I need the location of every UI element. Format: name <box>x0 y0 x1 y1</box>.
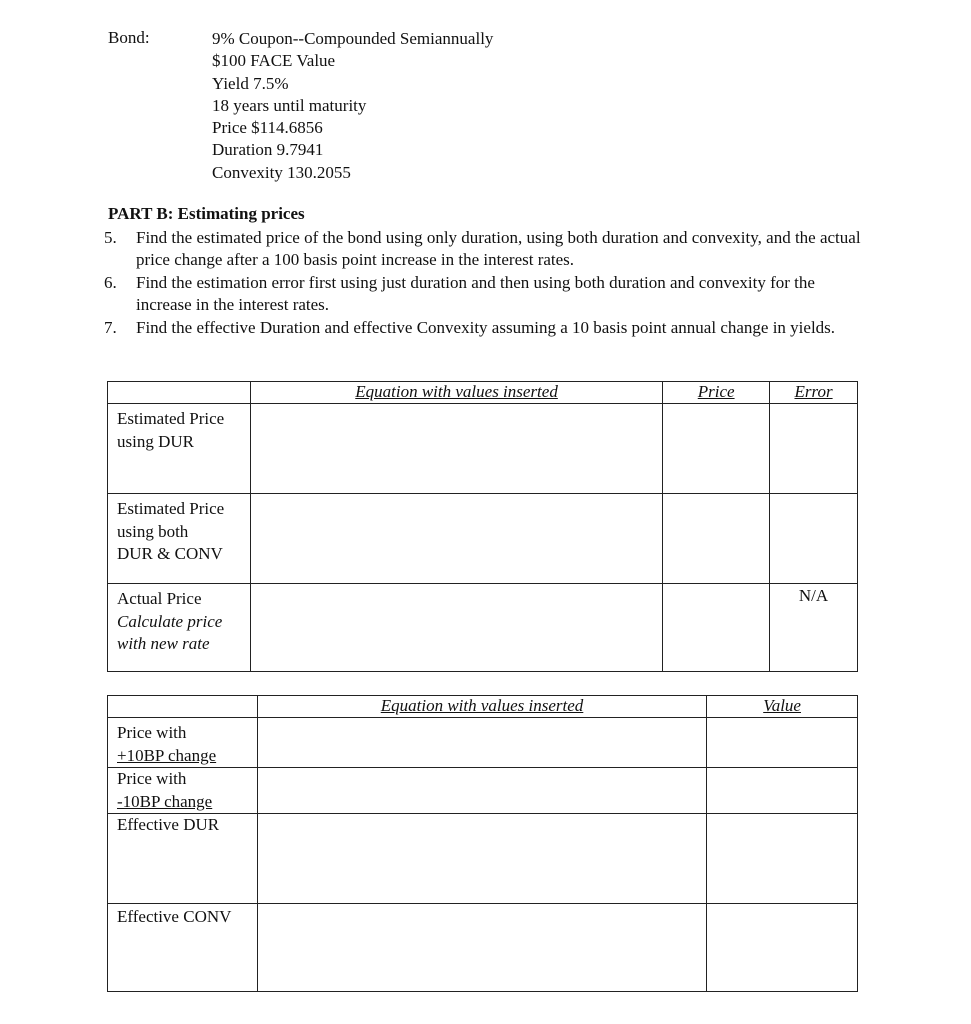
row-label-line: Price with <box>117 769 187 788</box>
price-cell[interactable] <box>663 404 770 494</box>
header-value: Value <box>707 696 858 718</box>
bond-coupon: 9% Coupon--Compounded Semiannually <box>212 29 494 48</box>
equation-cell[interactable] <box>257 718 706 768</box>
question-number: 5. <box>104 228 117 247</box>
bond-maturity: 18 years until maturity <box>212 95 367 115</box>
value-cell[interactable] <box>707 814 858 904</box>
bond-yield: Yield 7.5% <box>212 73 289 93</box>
price-cell[interactable] <box>663 584 770 672</box>
row-label-effective-dur <box>108 814 258 904</box>
question-list <box>104 227 864 340</box>
table-row <box>108 404 858 494</box>
row-label-plus-10bp <box>108 718 258 768</box>
row-label-estimated-dur <box>108 404 251 494</box>
table-row <box>108 904 858 992</box>
equation-cell[interactable] <box>250 404 662 494</box>
bond-label: Bond: <box>108 28 150 47</box>
row-label-minus-10bp <box>108 768 258 814</box>
error-cell[interactable] <box>770 494 858 584</box>
row-label-estimated-dur-conv <box>108 494 251 584</box>
table-header-row <box>108 696 858 718</box>
question-text: Find the estimated price of the bond using only duration, using both duration and convexity, and the actual price change after a 100 basis point increase in the interest rates. <box>136 228 861 269</box>
estimating-prices-table <box>107 381 858 672</box>
equation-cell[interactable] <box>257 768 706 814</box>
equation-cell[interactable] <box>257 904 706 992</box>
header-equation: Equation with values inserted <box>250 382 662 404</box>
question-text: Find the estimation error first using just duration and then using both duration and convexity for the increase in the interest rates. <box>136 273 815 314</box>
row-label-line: using both <box>117 521 189 541</box>
row-label-line: +10BP change <box>117 745 217 765</box>
error-cell[interactable] <box>770 404 858 494</box>
row-label-line: -10BP change <box>117 791 213 811</box>
value-cell[interactable] <box>707 904 858 992</box>
row-label-line: Actual Price <box>117 589 202 608</box>
header-price: Price <box>663 382 770 404</box>
value-cell[interactable] <box>707 768 858 814</box>
table-row <box>108 768 858 814</box>
row-label-line: Estimated Price <box>117 409 225 428</box>
row-label-line: Effective DUR <box>117 815 220 834</box>
table-row <box>108 584 858 672</box>
row-label-line: Effective CONV <box>117 907 232 926</box>
price-cell[interactable] <box>663 494 770 584</box>
question-item <box>104 227 864 271</box>
question-text: Find the effective Duration and effective Convexity assuming a 10 basis point annual change in yields. <box>136 318 836 337</box>
table-header-row <box>108 382 858 404</box>
row-label-line: Estimated Price <box>117 499 225 518</box>
effective-duration-table <box>107 695 858 992</box>
equation-cell[interactable] <box>257 814 706 904</box>
question-number: 7. <box>104 318 117 337</box>
value-cell[interactable] <box>707 718 858 768</box>
row-label-effective-conv <box>108 904 258 992</box>
bond-details <box>212 28 493 184</box>
question-item <box>104 272 864 316</box>
error-cell-na: N/A <box>770 584 858 672</box>
equation-cell[interactable] <box>250 584 662 672</box>
row-label-line: Price with <box>117 723 187 742</box>
row-label-line: DUR & CONV <box>117 544 223 563</box>
question-item <box>104 317 864 339</box>
table-row <box>108 494 858 584</box>
header-blank <box>108 382 251 404</box>
bond-duration: Duration 9.7941 <box>212 140 324 160</box>
question-number: 6. <box>104 273 117 292</box>
bond-convexity: Convexity 130.2055 <box>212 162 351 182</box>
table-row <box>108 718 858 768</box>
header-blank <box>108 696 258 718</box>
row-label-note: with new rate <box>117 634 210 653</box>
equation-cell[interactable] <box>250 494 662 584</box>
bond-price: Price $114.6856 <box>212 118 323 138</box>
row-label-actual-price <box>108 584 251 672</box>
bond-face-value: $100 FACE Value <box>212 51 336 71</box>
table-row <box>108 814 858 904</box>
header-equation: Equation with values inserted <box>257 696 706 718</box>
row-label-line: using DUR <box>117 431 194 451</box>
part-b-title: PART B: Estimating prices <box>108 204 305 223</box>
row-label-note: Calculate price <box>117 611 223 631</box>
header-error: Error <box>770 382 858 404</box>
